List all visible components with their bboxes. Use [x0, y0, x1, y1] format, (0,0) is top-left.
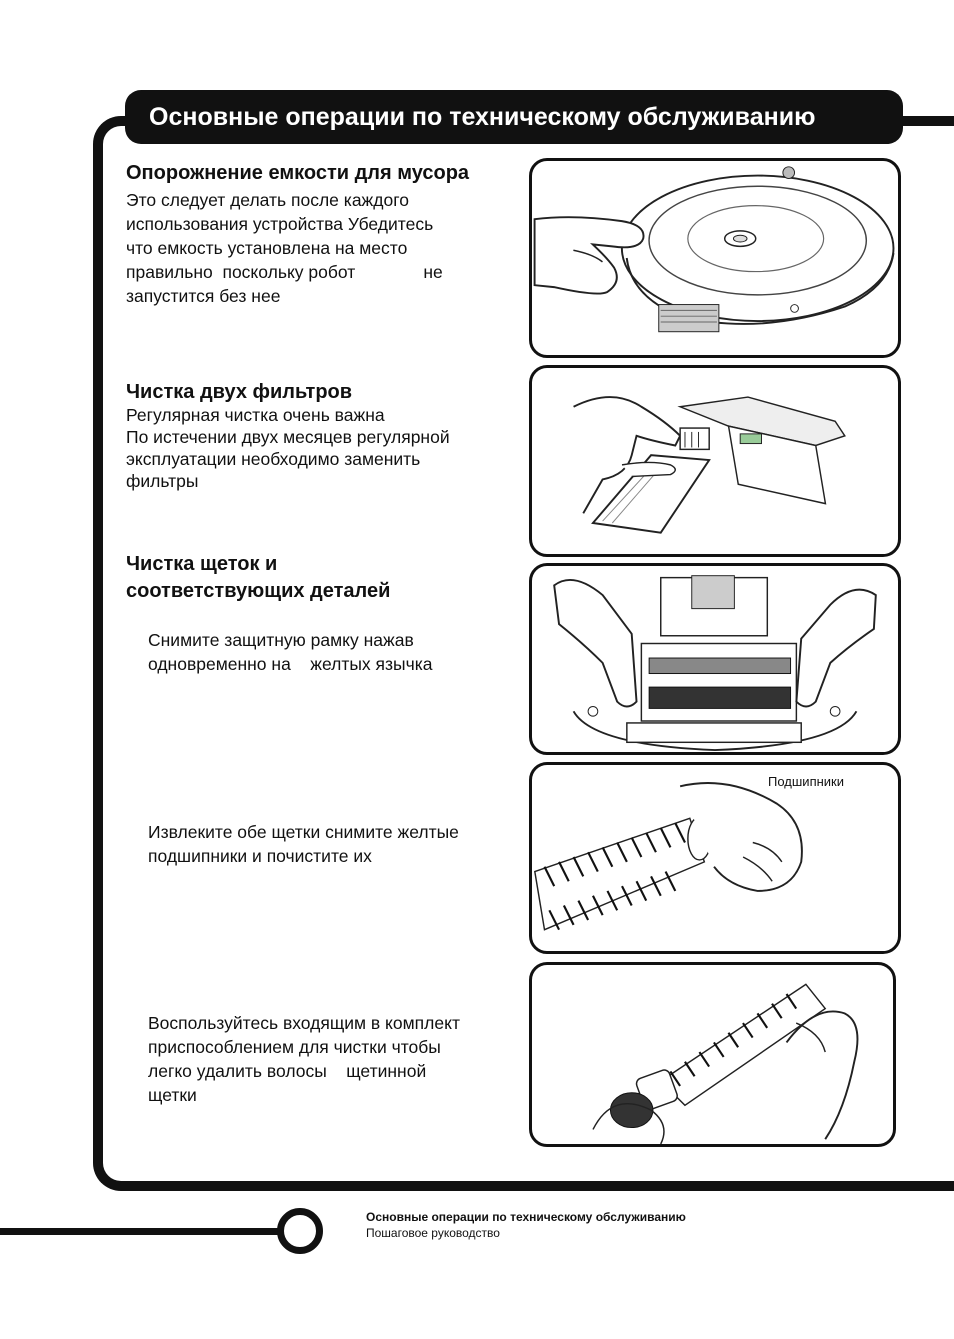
illustration-filters: [529, 365, 901, 557]
text-line: Воспользуйтесь входящим в комплект: [148, 1013, 460, 1033]
section-text-empty-bin: [126, 188, 521, 308]
robot-drawing: [532, 161, 898, 355]
title-line: Чистка щеток и: [126, 553, 278, 575]
illustration-brush-guard: [529, 563, 901, 755]
footer-line: [0, 1228, 288, 1235]
cleaning-tool-drawing: [532, 965, 893, 1144]
text-line: Снимите защитную рамку нажав: [148, 630, 414, 650]
text-line: что емкость установлена на место: [126, 238, 408, 258]
illustration-cleaning-tool: [529, 962, 896, 1147]
text-line: одновременно на желтых язычка: [148, 654, 433, 674]
footer-title: Основные операции по техническому обслуживанию: [366, 1210, 686, 1224]
text-line: запустится без нее: [126, 286, 281, 306]
text-line: щетки: [148, 1085, 197, 1105]
text-line: правильно поскольку робот не: [126, 262, 443, 282]
text-line: подшипники и почистите их: [148, 846, 372, 866]
step-remove-guard: [148, 628, 518, 676]
bearings-label: Подшипники: [768, 774, 844, 789]
section-title-empty-bin: Опорожнение емкости для мусора: [126, 162, 470, 184]
step-cleaning-tool: [148, 1011, 518, 1107]
text-line: Это следует делать после каждого: [126, 190, 409, 210]
section-title-filters: Чистка двух фильтров: [126, 381, 353, 403]
bearings-drawing: [532, 765, 898, 951]
text-line: Извлеките обе щетки снимите желтые: [148, 822, 459, 842]
text-line: приспособлением для чистки чтобы: [148, 1037, 441, 1057]
footer-subtitle: Пошаговое руководство: [366, 1226, 500, 1240]
section-text-filters: [126, 404, 521, 492]
text-line: использования устройства Убедитесь: [126, 214, 434, 234]
text-line: По истечении двух месяцев регулярной: [126, 427, 450, 447]
step-remove-brushes: [148, 820, 518, 868]
title-line: соответствующих деталей: [126, 580, 391, 602]
text-line: легко удалить волосы щетинной: [148, 1061, 427, 1081]
text-line: фильтры: [126, 471, 199, 491]
illustration-robot-bin: [529, 158, 901, 358]
brush-guard-drawing: [532, 566, 898, 752]
page-title: Основные операции по техническому обслуживанию: [125, 90, 903, 144]
filters-drawing: [532, 368, 898, 554]
text-line: эксплуатации необходимо заменить: [126, 449, 421, 469]
text-line: Регулярная чистка очень важна: [126, 405, 385, 425]
section-title-brushes: [126, 551, 390, 605]
footer-circle-icon: [277, 1208, 323, 1254]
illustration-bearings: [529, 762, 901, 954]
